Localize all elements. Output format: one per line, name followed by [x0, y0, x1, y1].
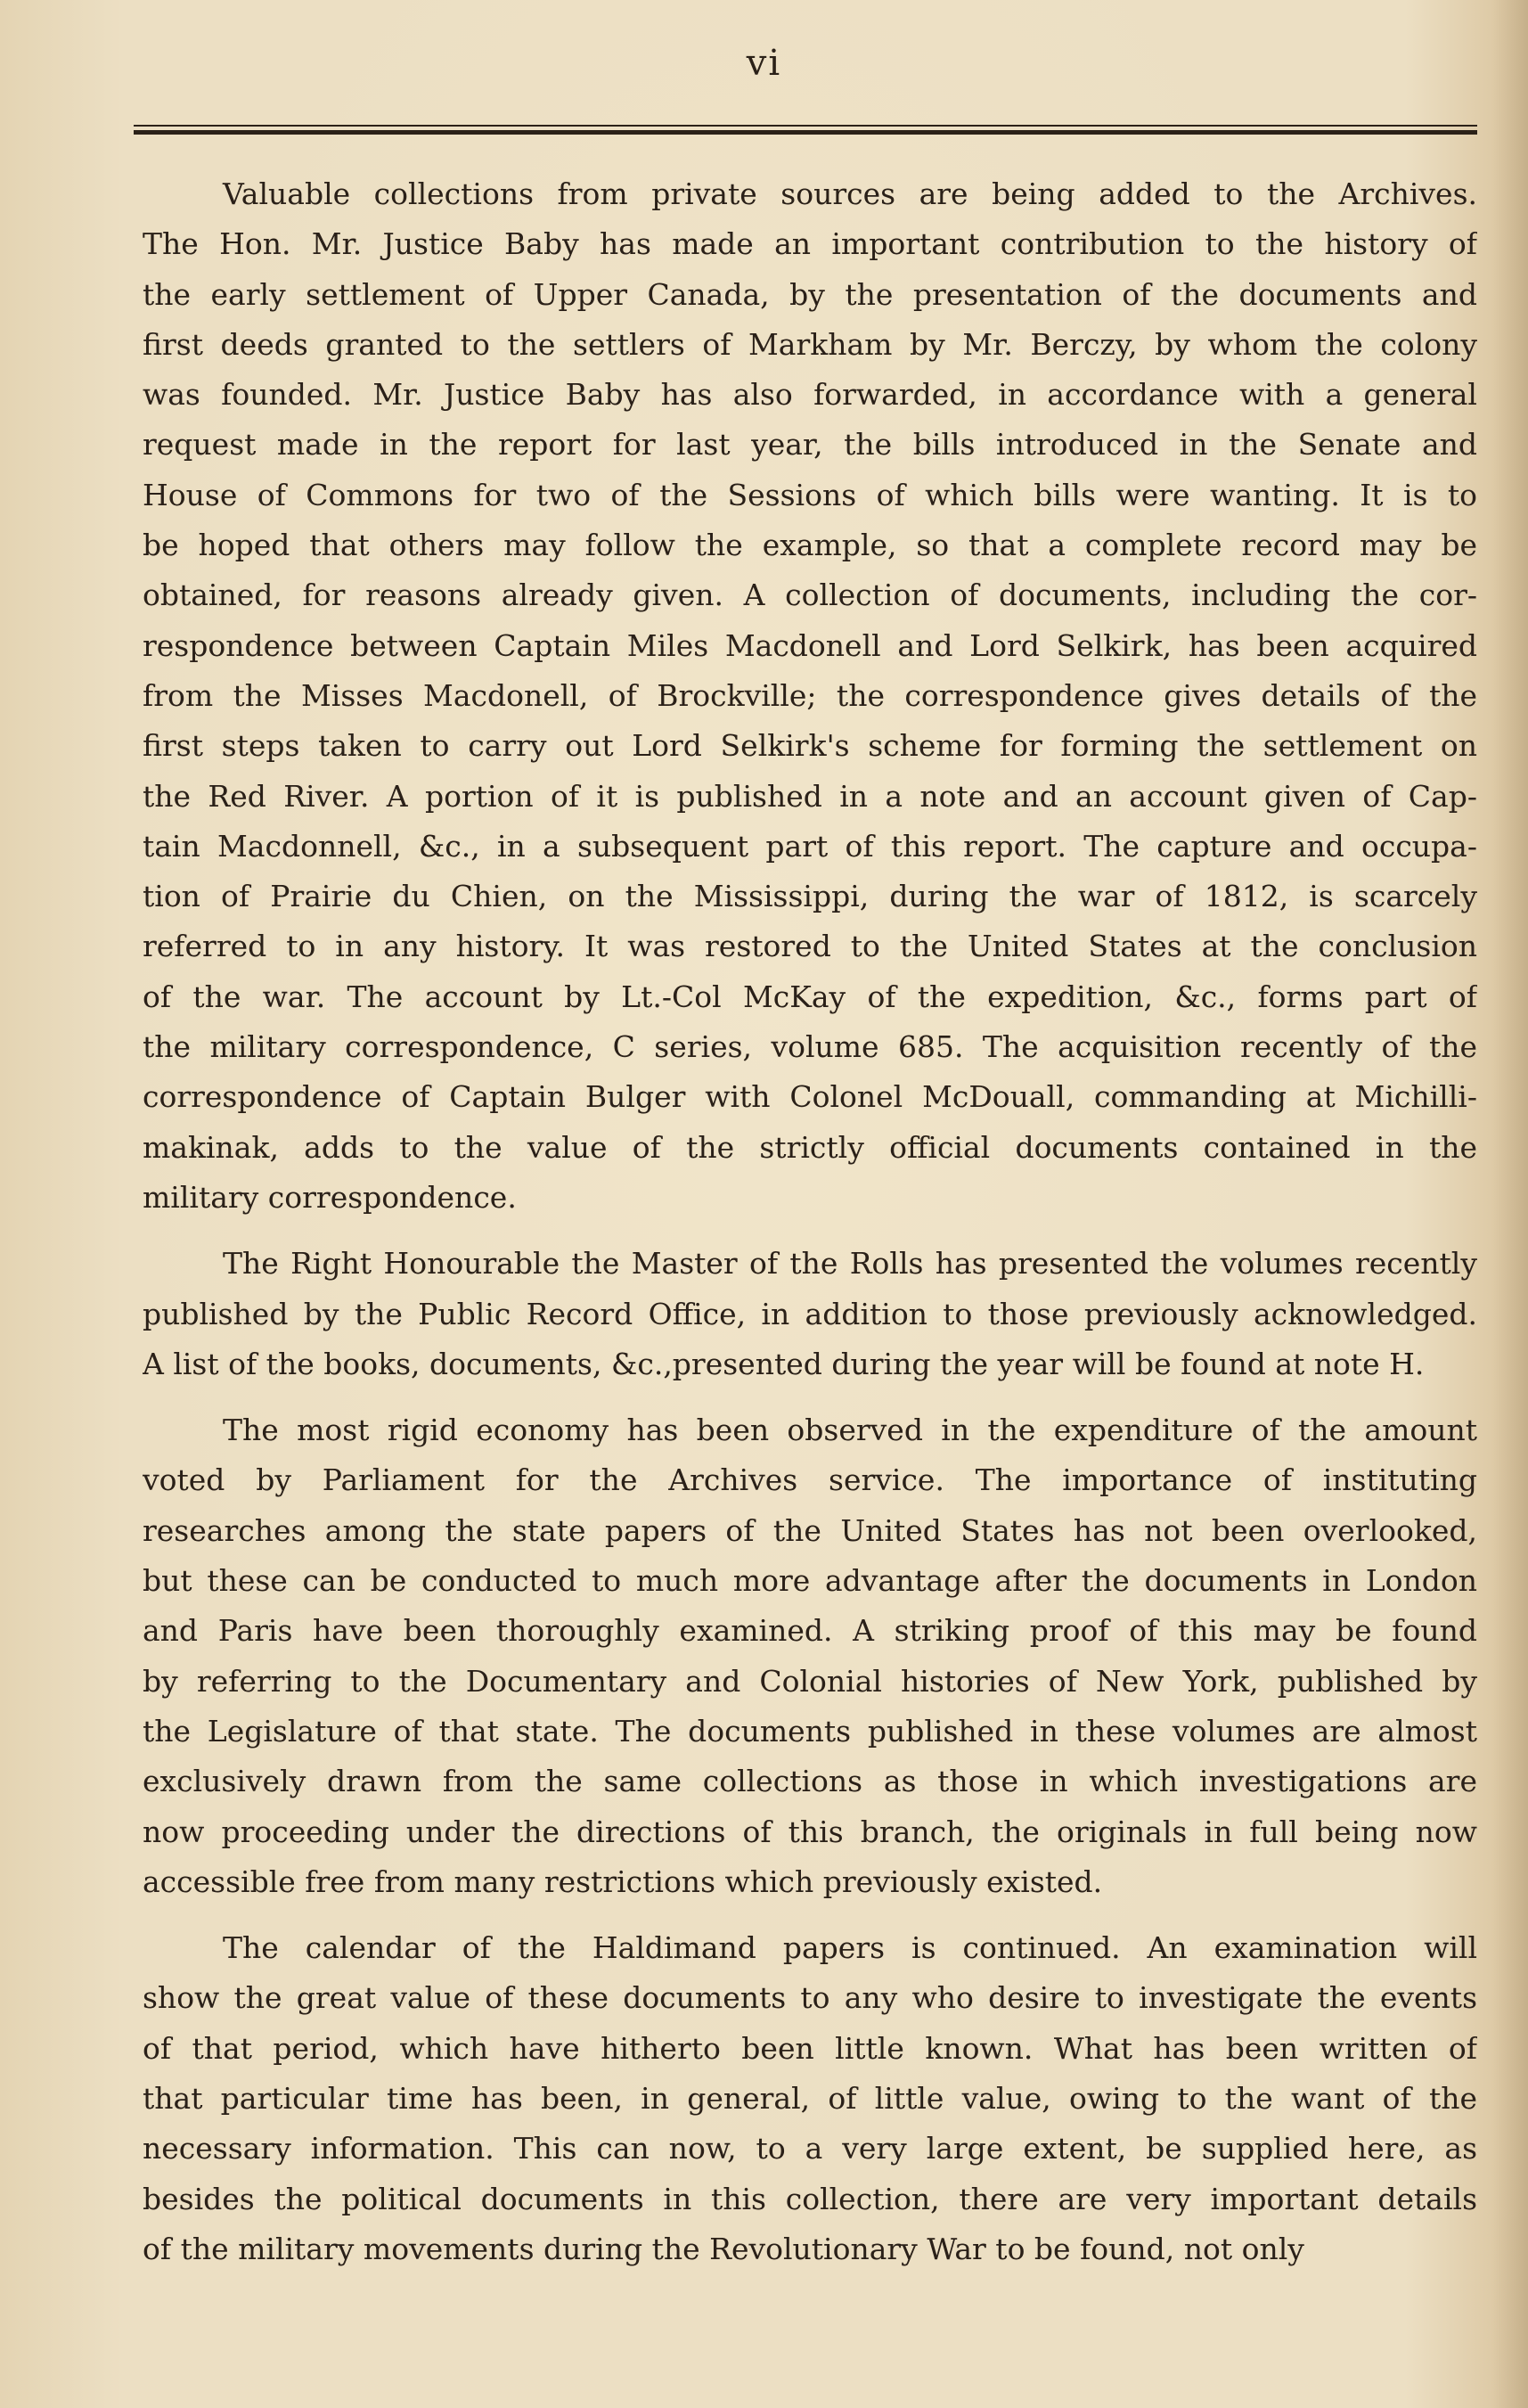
text-line: besides the political documents in this collection, there are very important details: [143, 2181, 1477, 2216]
text-line: by referring to the Documentary and Colonial histories of New York, published by: [143, 1663, 1477, 1699]
text-line: published by the Public Record Office, in addition to those previously acknowledged.: [143, 1296, 1477, 1331]
text-line: be hoped that others may follow the example, so that a complete record may be: [143, 528, 1477, 563]
text-line: but these can be conducted to much more advantage after the documents in London: [143, 1563, 1477, 1599]
text-line: voted by Parliament for the Archives service. The importance of instituting: [143, 1462, 1477, 1498]
text-line: researches among the state papers of the United States has not been overlooked,: [143, 1512, 1477, 1548]
text-line: The most rigid economy has been observed in the expenditure of the amount: [223, 1413, 1477, 1448]
text-line: and Paris have been thoroughly examined. A striking proof of this may be found: [143, 1613, 1477, 1649]
text-line: of the war. The account by Lt.-Col McKay of the expedition, &c., forms part of: [143, 979, 1477, 1014]
text-line: Valuable collections from private sources are being added to the Archives.: [223, 176, 1477, 211]
text-line: The Right Honourable the Master of the Rolls has presented the volumes recently: [223, 1246, 1477, 1282]
text-line: the Red River. A portion of it is published in a note and an account given of Cap-: [143, 778, 1477, 814]
text-line: necessary information. This can now, to a very large extent, be supplied here, as: [143, 2131, 1477, 2166]
paragraph: [143, 169, 1477, 1223]
page-edge-shadow: [1492, 0, 1528, 2408]
text-line: show the great value of these documents to any who desire to investigate the events: [143, 1980, 1477, 2016]
page-number: vi: [746, 43, 782, 84]
text-line: makinak, adds to the value of the strictly official documents contained in the: [143, 1129, 1477, 1165]
text-line: the military correspondence, C series, volume 685. The acquisition recently of the: [143, 1029, 1477, 1065]
header-rule-thin: [134, 125, 1477, 127]
text-line: accessible free from many restrictions which previously existed.: [143, 1863, 1103, 1899]
text-line: referred to in any history. It was restored to the United States at the conclusion: [143, 929, 1477, 964]
text-line: was founded. Mr. Justice Baby has also forwarded, in accordance with a general: [143, 377, 1477, 413]
text-line: tion of Prairie du Chien, on the Mississippi, during the war of 1812, is scarcely: [143, 879, 1477, 914]
text-line: The calendar of the Haldimand papers is continued. An examination will: [223, 1930, 1477, 1966]
text-line: correspondence of Captain Bulger with Colonel McDouall, commanding at Michilli-: [143, 1079, 1477, 1115]
text-line: tain Macdonnell, &c., in a subsequent part of this report. The capture and occupa-: [143, 828, 1477, 864]
text-line: first steps taken to carry out Lord Selkirk's scheme for forming the settlement on: [143, 728, 1477, 764]
text-line: the Legislature of that state. The documents published in these volumes are almost: [143, 1713, 1477, 1749]
text-line: The Hon. Mr. Justice Baby has made an important contribution to the history of: [143, 226, 1477, 262]
text-line: obtained, for reasons already given. A collection of documents, including the cor-: [143, 577, 1477, 613]
text-line: House of Commons for two of the Sessions of which bills were wanting. It is to: [143, 477, 1477, 512]
text-line: exclusively drawn from the same collections as those in which investigations are: [143, 1764, 1477, 1799]
text-line: of that period, which have hitherto been little known. What has been written of: [143, 2030, 1477, 2066]
text-line: request made in the report for last year, the bills introduced in the Senate and: [143, 427, 1477, 463]
body-text: [143, 169, 1477, 2290]
text-line: military correspondence.: [143, 1179, 517, 1215]
text-line: from the Misses Macdonell, of Brockville; the correspondence gives details of the: [143, 677, 1477, 713]
paragraph: [143, 1923, 1477, 2274]
text-line: that particular time has been, in general, of little value, owing to the want of the: [143, 2080, 1477, 2116]
header-rule: [134, 125, 1477, 137]
paragraph: [143, 1239, 1477, 1389]
paragraph: [143, 1405, 1477, 1907]
header-rule-thick: [134, 130, 1477, 135]
text-line: first deeds granted to the settlers of Markham by Mr. Berczy, by whom the colony: [143, 326, 1477, 362]
text-line: the early settlement of Upper Canada, by the presentation of the documents and: [143, 276, 1477, 312]
text-line: of the military movements during the Revolutionary War to be found, not only: [143, 2231, 1304, 2266]
text-line: respondence between Captain Miles Macdonell and Lord Selkirk, has been acquired: [143, 627, 1477, 663]
text-line: now proceeding under the directions of this branch, the originals in full being now: [143, 1814, 1477, 1849]
text-line: A list of the books, documents, &c.,presented during the year will be found at note H.: [143, 1346, 1425, 1381]
